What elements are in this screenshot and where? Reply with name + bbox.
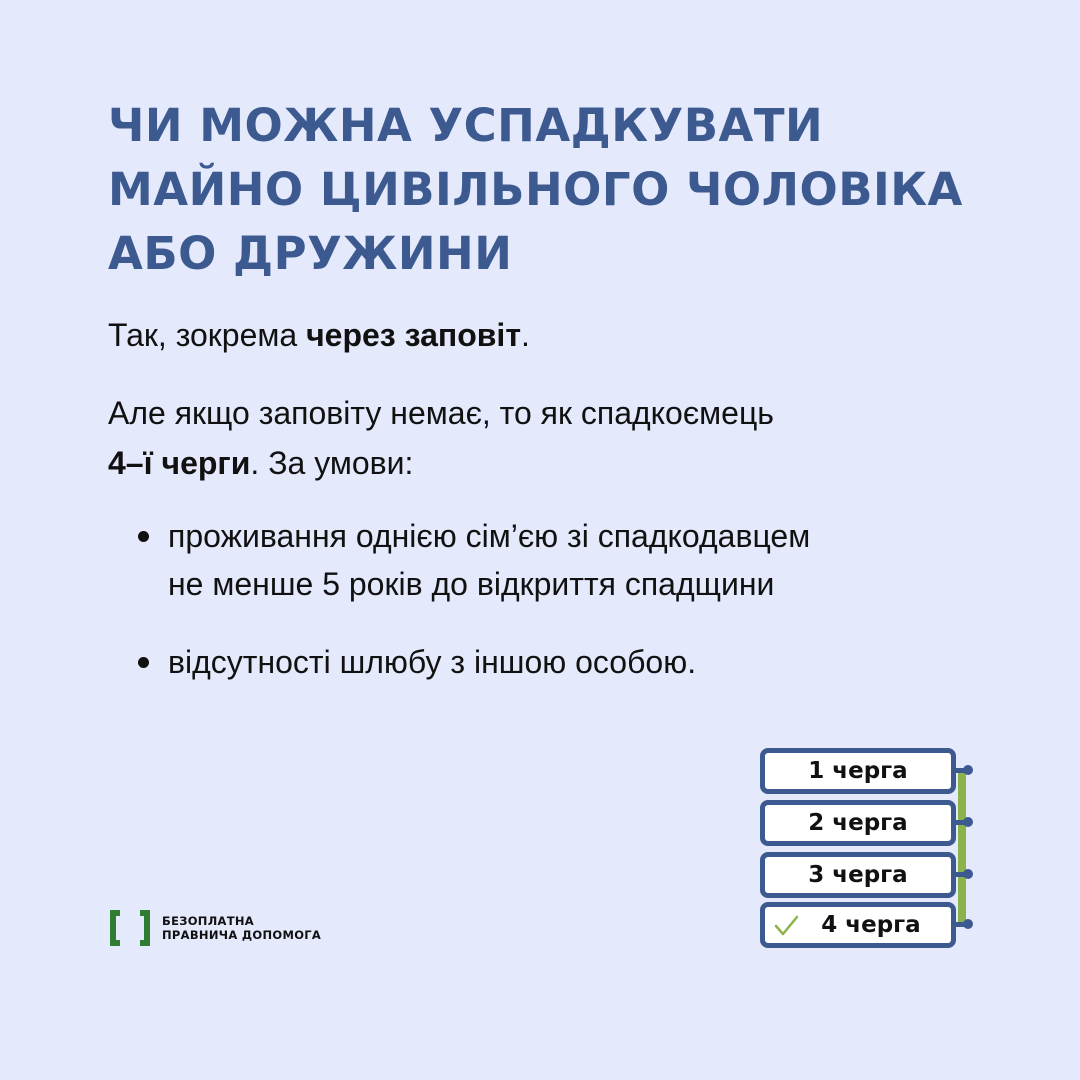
queue-diagram bbox=[760, 746, 980, 956]
answer-suffix: . bbox=[520, 317, 530, 353]
list-item-line: не менше 5 років до відкриття спадщини bbox=[168, 566, 775, 602]
queue-item-4 bbox=[760, 902, 956, 948]
queue-node-icon bbox=[963, 919, 973, 929]
list-item-line: проживання однією сім’єю зі спадкодавцем bbox=[168, 518, 811, 554]
queue-item-2 bbox=[760, 800, 956, 846]
left-bracket-icon bbox=[110, 910, 120, 946]
queue-connector-line bbox=[958, 770, 966, 926]
title-line-1: ЧИ МОЖНА УСПАДКУВАТИ bbox=[108, 99, 824, 152]
logo-line-1: БЕЗОПЛАТНА bbox=[162, 914, 255, 928]
condition-emphasis: 4–ї черги bbox=[108, 445, 251, 481]
conditions-list bbox=[136, 512, 810, 716]
queue-item-label: 1 черга bbox=[808, 758, 908, 784]
queue-node-icon bbox=[963, 765, 973, 775]
queue-node-icon bbox=[963, 869, 973, 879]
check-icon bbox=[773, 913, 799, 939]
queue-item-1 bbox=[760, 748, 956, 794]
queue-item-label: 4 черга bbox=[821, 912, 921, 938]
queue-node-icon bbox=[963, 817, 973, 827]
title-line-2: МАЙНО ЦИВІЛЬНОГО ЧОЛОВІКА bbox=[108, 163, 963, 216]
condition-paragraph bbox=[108, 388, 968, 488]
title-line-3: АБО ДРУЖИНИ bbox=[108, 227, 513, 280]
list-item bbox=[136, 638, 810, 686]
logo-text bbox=[162, 914, 321, 942]
page-title bbox=[108, 94, 1008, 286]
bullet-dot-icon bbox=[138, 531, 149, 542]
answer-prefix: Так, зокрема bbox=[108, 317, 307, 353]
condition-line-1: Але якщо заповіту немає, то як спадкоємець bbox=[108, 395, 774, 431]
logo-line-2: ПРАВНИЧА ДОПОМОГА bbox=[162, 928, 322, 942]
queue-item-label: 3 черга bbox=[808, 862, 908, 888]
queue-item-3 bbox=[760, 852, 956, 898]
list-item bbox=[136, 512, 810, 608]
queue-item-label: 2 черга bbox=[808, 810, 908, 836]
condition-suffix: . За умови: bbox=[250, 445, 414, 481]
list-item-line: відсутності шлюбу з іншою особою. bbox=[168, 644, 697, 680]
right-bracket-icon bbox=[140, 910, 150, 946]
bullet-dot-icon bbox=[138, 657, 149, 668]
answer-emphasis: через заповіт bbox=[306, 317, 521, 353]
answer-paragraph bbox=[108, 310, 530, 360]
logo bbox=[110, 906, 321, 950]
